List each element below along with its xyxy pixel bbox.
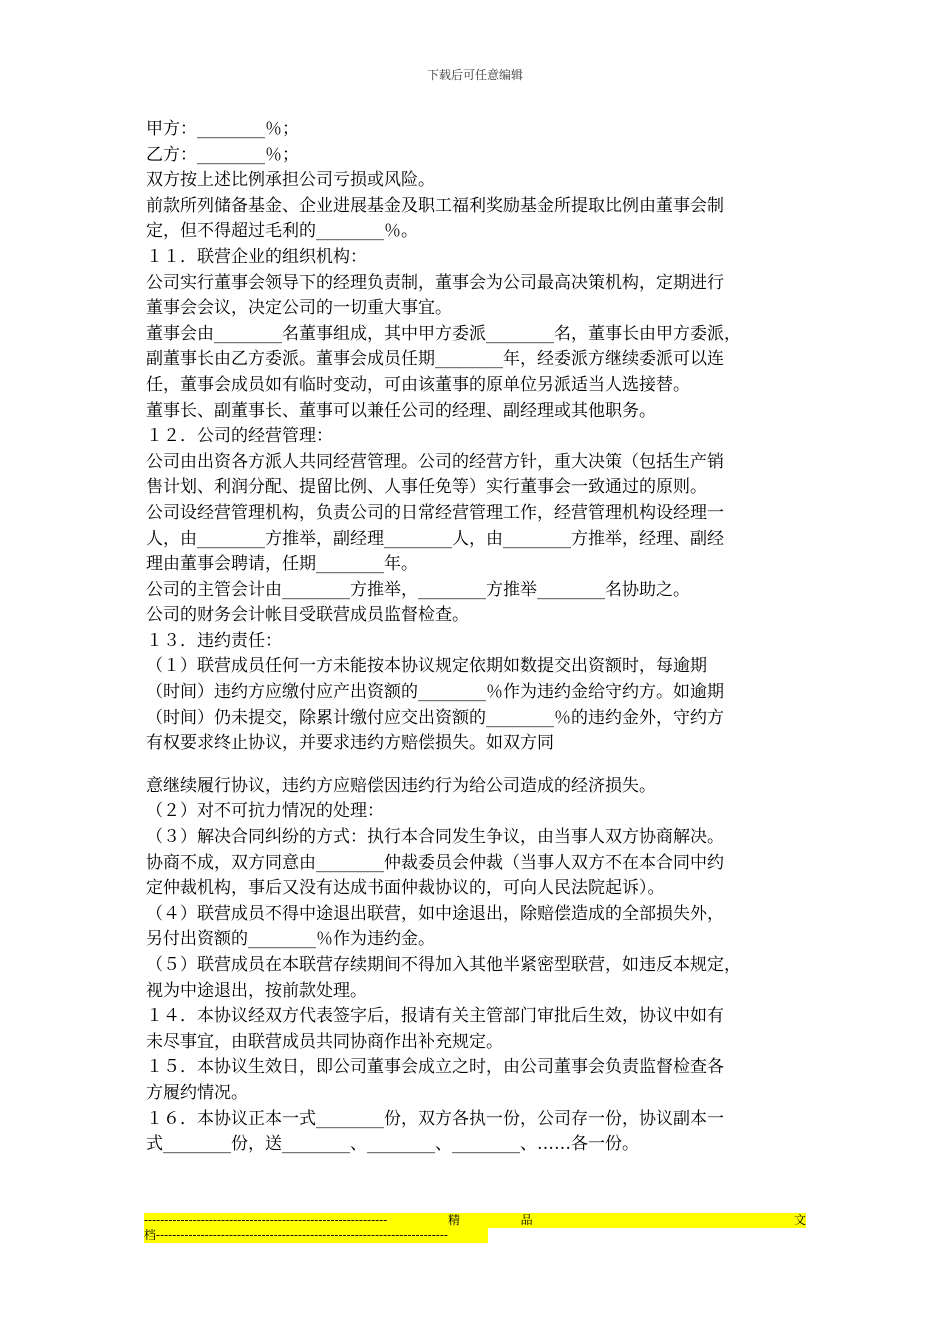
text-line: 副董事长由乙方委派。董事会成员任期________年，经委派方继续委派可以连 <box>146 349 724 370</box>
document-body <box>146 117 806 1158</box>
text-line: 甲方：________％； <box>146 119 299 139</box>
footer-dashes-left: ------------------------------------------------------------ <box>144 1213 388 1227</box>
text-line: １３．违约责任： <box>146 630 282 651</box>
text-line: 公司设经营管理机构，负责公司的日常经营管理工作，经营管理机构设经理一 <box>146 502 724 523</box>
footer-char-jing: 精 <box>447 1213 460 1227</box>
text-line: （时间）仍未提交，除累计缴付应交出资额的________％的违约金外，守约方 <box>146 707 724 728</box>
text-line: 前款所列储备基金、企业进展基金及职工福利奖励基金所提取比例由董事会制 <box>146 195 724 216</box>
text-line: １４．本协议经双方代表签字后，报请有关主管部门审批后生效，协议中如有 <box>146 1006 724 1027</box>
text-line: 有权要求终止协议，并要求违约方赔偿损失。如双方同 <box>146 733 554 754</box>
text-line: 公司的财务会计帐目受联营成员监督检查。 <box>146 605 469 626</box>
page-header: 下载后可任意编辑 <box>426 68 523 82</box>
text-line: １６．本协议正本一式________份，双方各执一份，公司存一份，协议副本一 <box>146 1108 724 1129</box>
footer-char-pin: 品 <box>520 1213 533 1227</box>
text-line: 定仲裁机构，事后又没有达成书面仲裁协议的，可向人民法院起诉）。 <box>146 878 665 899</box>
page-footer <box>144 1213 806 1247</box>
footer-char-dang: 档 <box>144 1228 157 1242</box>
footer-row-1 <box>144 1213 806 1228</box>
text-line: 董事会由________名董事组成，其中甲方委派________名，董事长由甲方委派， <box>146 323 741 344</box>
footer-row-2 <box>144 1228 488 1243</box>
text-line: 董事会会议，决定公司的一切重大事宜。 <box>146 298 452 319</box>
text-line: 意继续履行协议，违约方应赔偿因违约行为给公司造成的经济损失。 <box>146 775 656 796</box>
text-line: 式________份，送________、________、________、……各一份。 <box>146 1134 639 1155</box>
text-line: 任，董事会成员如有临时变动，可由该董事的原单位另派适当人选接替。 <box>146 374 690 395</box>
text-line: 定，但不得超过毛利的________％。 <box>146 221 418 242</box>
text-line: （５）联营成员在本联营存续期间不得加入其他半紧密型联营，如违反本规定， <box>146 955 741 975</box>
text-line: 公司实行董事会领导下的经理负责制，董事会为公司最高决策机构，定期进行 <box>146 272 724 293</box>
text-line: １１．联营企业的组织机构： <box>146 246 367 267</box>
text-line: （２）对不可抗力情况的处理： <box>146 801 384 822</box>
text-line: 公司的主管会计由________方推举，________方推举________名协助之。 <box>146 579 690 600</box>
footer-spacer <box>593 1213 733 1228</box>
footer-dashes-row2: ------------------------------------------------------------------------ <box>156 1228 448 1242</box>
text-line: 理由董事会聘请，任期________年。 <box>146 554 418 575</box>
text-line: 人，由________方推举，副经理________人，由________方推举，经理、副经 <box>146 528 724 549</box>
text-line: 未尽事宜，由联营成员共同协商作出补充规定。 <box>146 1031 503 1052</box>
paragraph-gap <box>146 757 806 774</box>
text-line: （４）联营成员不得中途退出联营，如中途退出，除赔偿造成的全部损失外， <box>146 903 724 924</box>
text-line: 董事长、副董事长、董事可以兼任公司的经理、副经理或其他职务。 <box>146 400 656 421</box>
text-line: 双方按上述比例承担公司亏损或风险。 <box>146 170 435 191</box>
body-block-top <box>146 117 806 757</box>
text-line: 另付出资额的________％作为违约金。 <box>146 929 435 950</box>
text-line: 乙方：________％； <box>146 144 299 165</box>
text-line: 方履约情况。 <box>146 1082 248 1103</box>
body-block-bottom <box>146 774 806 1158</box>
text-line: 视为中途退出，按前款处理。 <box>146 980 367 1001</box>
text-line: １２．公司的经营管理： <box>146 426 333 447</box>
text-line: 协商不成，双方同意由________仲裁委员会仲裁（当事人双方不在本合同中约 <box>146 852 724 873</box>
text-line: １５．本协议生效日，即公司董事会成立之时，由公司董事会负责监督检查各 <box>146 1057 724 1078</box>
text-line: （３）解决合同纠纷的方式：执行本合同发生争议，由当事人双方协商解决。 <box>146 827 724 848</box>
text-line: （１）联营成员任何一方未能按本协议规定依期如数提交出资额时，每逾期 <box>146 656 707 677</box>
text-line: （时间）违约方应缴付应产出资额的________％作为违约金给守约方。如逾期 <box>146 682 724 703</box>
footer-char-wen: 文 <box>793 1213 806 1227</box>
text-line: 售计划、利润分配、提留比例、人事任免等）实行董事会一致通过的原则。 <box>146 477 707 498</box>
text-line: 公司由出资各方派人共同经营管理。公司的经营方针，重大决策（包括生产销 <box>146 451 724 472</box>
